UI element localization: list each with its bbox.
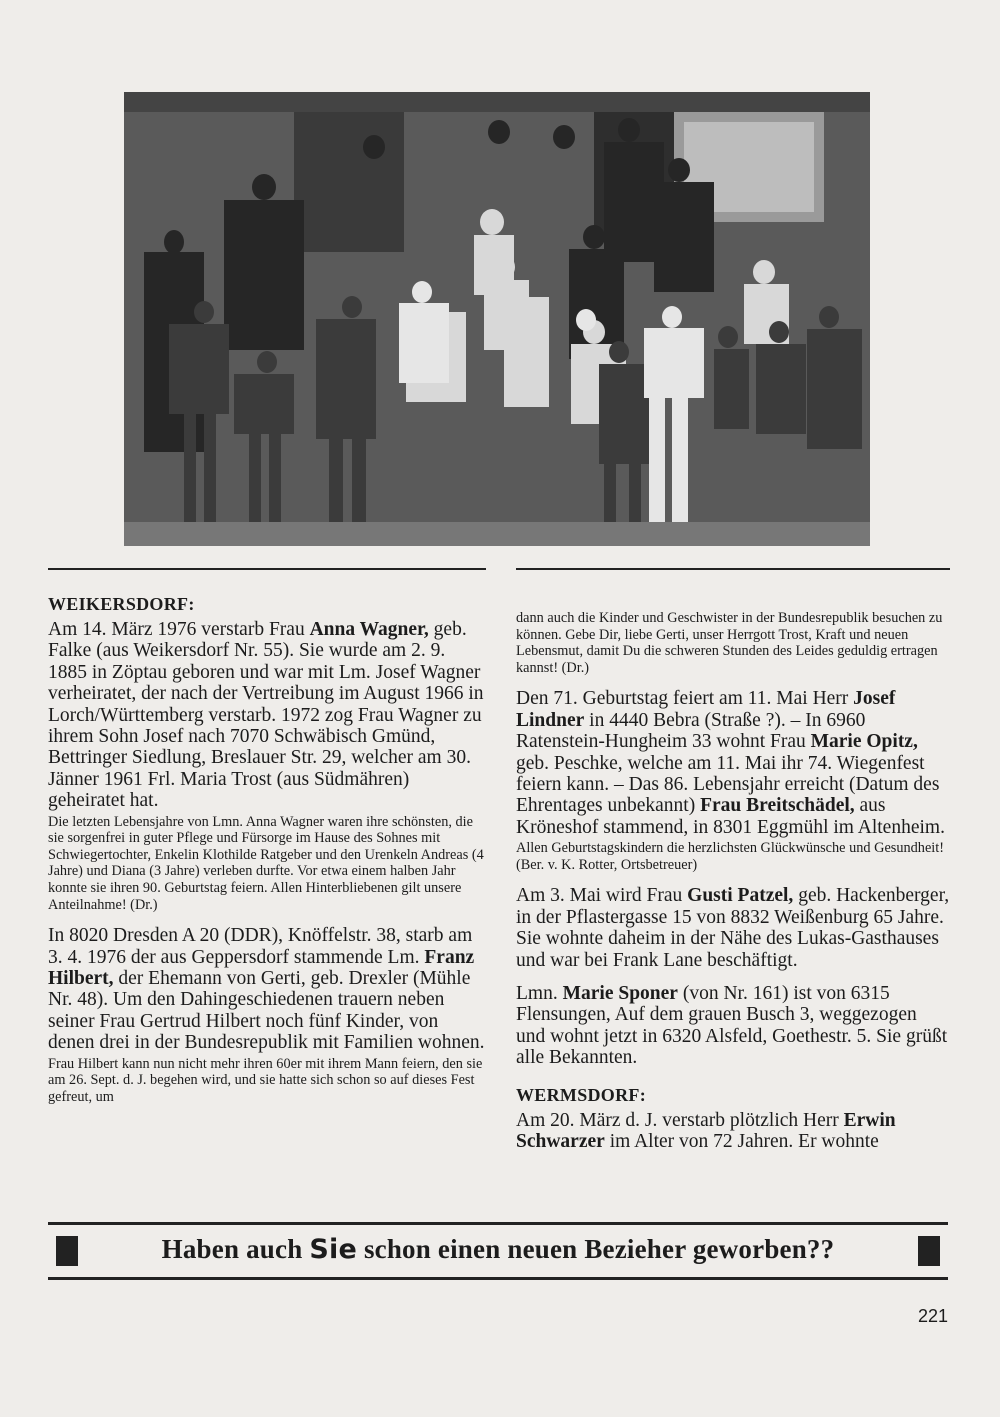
rule-top-left: [48, 568, 486, 570]
name-franz-hilbert: Franz Hilbert,: [48, 946, 475, 990]
name-marie-sponer: Marie Sponer: [562, 983, 678, 1005]
article-anna-wagner-note: Die letzten Lebensjahre von Lmn. Anna Wagner waren ihre schönsten, die sie sorgenfrei in guter Pflege und Fürsorge im Hause des Sohnes mit Schwiegertochter, Enkelin Klothilde Ratgeber und den Urenkeln Andreas (4 Jahre) und Diana (3 Jahre) verleben durfte. Vor etwa einem halben Jahr konnte sie ihren 90. Geburtstag feiern. Allen Hinterbliebenen gilt unsere Anteilnahme! (Dr.): [48, 813, 484, 913]
banner-bottom-rule: [48, 1277, 948, 1280]
left-column: [48, 594, 486, 1105]
text: geb. Peschke, welche am 11. Mai ihr 74. Wiegenfest feiern kann. – Das 86. Lebensjahr erreicht (Datum des Ehrentages unbekannt): [516, 752, 940, 817]
text: in 4440 Bebra (Straße ?). – In 6960 Ratenstein-Hungheim 33 wohnt Frau: [516, 709, 866, 753]
subscriber-banner: [48, 1222, 948, 1280]
text: (von Nr. 161) ist von 6315 Flensungen, Auf dem grauen Busch 3, weggezogen und wohnt jetzt in 6320 Alsfeld, Goethestr. 5. Sie grüßt alle Bekannten.: [516, 983, 948, 1069]
article-marie-sponer: [516, 983, 950, 1069]
article-franz-hilbert: [48, 925, 486, 1053]
article-birthdays: [516, 688, 950, 838]
name-marie-opitz: Marie Opitz,: [810, 731, 918, 753]
article-gusti-patzel: [516, 885, 950, 971]
text: im Alter von 72 Jahren. Er wohnte: [604, 1131, 879, 1153]
text: In 8020 Dresden A 20 (DDR), Knöffelstr. 38, starb am 3. 4. 1976 der aus Geppersdorf stammende Lm.: [48, 925, 473, 968]
banner-top-rule: [48, 1222, 948, 1225]
text: geb. Hackenberger, in der Pflastergasse 15 von 8832 Weißenburg 65 Jahre. Sie wohnte daheim in der Nähe des Lukas-Gasthauses und war bei Frank Lane beschäftigt.: [516, 885, 950, 971]
page-number: 221: [917, 1306, 948, 1326]
banner-text-post: schon einen neuen Bezieher geworben??: [357, 1234, 835, 1264]
group-photo: [124, 92, 870, 546]
article-anna-wagner: [48, 619, 486, 812]
article-hilbert-continued: dann auch die Kinder und Geschwister in der Bundesrepublik besuchen zu können. Gebe Dir, liebe Gerti, unser Herrgott Trost, Kraft und neuen Lebensmut, damit Du die schweren Stunden des Leides geduldig ertragen kannst! (Dr.): [516, 610, 943, 676]
name-josef-lindner: Josef Lindner: [516, 688, 896, 731]
section-heading-wermsdorf: WERMSDORF:: [516, 1084, 646, 1105]
article-erwin-schwarzer: [516, 1110, 950, 1153]
text: Am 14. März 1976 verstarb Frau: [48, 619, 310, 640]
name-gusti-patzel: Gusti Patzel,: [687, 885, 794, 907]
text: der Ehemann von Gerti, geb. Drexler (Mühle Nr. 48). Um den Dahingeschiedenen trauern neben seiner Frau Gertrud Hilbert noch fünf Kinder, von denen drei in der Bundesrepublik mit Familien wohnen.: [48, 968, 485, 1054]
text: Am 20. März d. J. verstarb plötzlich Herr: [516, 1109, 844, 1131]
article-birthdays-note: Allen Geburtstagskindern die herzlichsten Glückwünsche und Gesundheit! (Ber. v. K. Rotter, Ortsbetreuer): [516, 840, 944, 873]
name-erwin-schwarzer: Erwin Schwarzer: [516, 1109, 896, 1153]
banner-text-emphasis: Sie: [309, 1234, 357, 1265]
group-photo-icon: [124, 92, 870, 546]
text: Am 3. Mai wird Frau: [516, 885, 688, 907]
banner-text: [48, 1234, 948, 1265]
rule-top-right: [516, 568, 950, 570]
text: aus Kröneshof stammend, in 8301 Eggmühl im Altenheim.: [516, 795, 945, 838]
section-heading-weikersdorf: WEIKERSDORF:: [48, 594, 195, 614]
name-anna-wagner: Anna Wagner,: [309, 619, 429, 640]
text: Lmn.: [516, 983, 563, 1005]
text: Den 71. Geburtstag feiert am 11. Mai Herr: [516, 688, 854, 710]
right-column: [516, 610, 950, 1152]
article-franz-hilbert-note: Frau Hilbert kann nun nicht mehr ihren 60er mit ihrem Mann feiern, den sie am 26. Sept. d. J. begehen wird, und sie hatte sich schon so auf dieses Fest gefreut, um: [48, 1055, 483, 1105]
text: geb. Falke (aus Weikersdorf Nr. 55). Sie wurde am 2. 9. 1885 in Zöptau geboren und war mit Lm. Josef Wagner verheiratet, der nach der Vertreibung im August 1966 in Lorch/Württemberg verstarb. 1972 zog Frau Wagner zu ihrem Sohn Josef nach 7070 Schwäbisch Gmünd, Bettringer Siedlung, Breslauer Str. 29, welcher am 30. Jänner 1961 Frl. Maria Trost (aus Südmähren) geheiratet hat.: [48, 619, 484, 812]
banner-text-pre: Haben auch: [161, 1234, 310, 1264]
name-frau-breitschaedel: Frau Breitschädel,: [700, 795, 855, 817]
